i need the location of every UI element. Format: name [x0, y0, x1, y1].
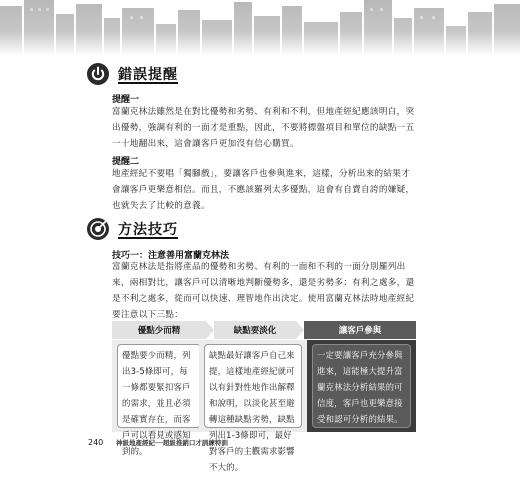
section-title: 錯誤提醒	[118, 67, 178, 83]
section-heading-methods	[86, 217, 178, 241]
section-heading-errors	[86, 62, 178, 86]
city-skyline-banner	[0, 0, 520, 56]
column-arrow	[296, 321, 304, 339]
target-icon	[86, 217, 110, 241]
technique-body: 富蘭克林法是指將產品的優勢和劣勢、有利的一面和不利的一面分別羅列出來，兩相對比，讓客戶可以清晰地判斷優勢多，還是劣勢多；有利之處多，還是不利之處多，從而可以快速、理智地作出決定。使用富蘭克林法時地產經紀要注意以下三點：	[112, 262, 415, 320]
column-text-participation: 一定要讓客戶充分參與進來，這能極大提升富蘭克林法分析結果的可信度，客戶也更樂意接受和認可分析的結果。	[312, 344, 411, 428]
column-arrow	[206, 321, 214, 339]
technique-heading: 技巧一：注意善用富蘭克林法	[112, 251, 230, 261]
column-header-participation: 讓客戶參與	[304, 321, 416, 339]
reminder-heading-2: 提醒二	[112, 157, 140, 167]
column-header-advantages: 優點少而精	[112, 321, 206, 339]
column-box-participation	[307, 340, 416, 432]
reminder-body-2: 地產經紀不要唱「獨腳戲」，要讓客戶也參與進來，這樣，分析出來的結果才會讓客戶更樂意相信。而且，不應該羅列太多優點，這會有自賣自誇的嫌疑，也就失去了比較的意義。	[112, 169, 415, 211]
power-icon	[86, 62, 110, 86]
column-text-advantages: 優點要少而精，列出3-5條即可，每一條都要緊扣客戶的需求，並且必須是確實存在，而客戶可以看見或感知到的。	[117, 344, 201, 428]
reminder-body-1: 富蘭克林法雖然是在對比優勢和劣勢、有利和不利，但地產經紀應該明白，突出優勢，強調有利的一面才是重點，因此，不要將標盤項目和單位的缺點一五一十地翻出來，這會讓客戶更加沒有信心購買。	[112, 107, 415, 149]
column-box-disadvantages	[199, 340, 307, 472]
column-header-disadvantages: 缺點要淡化	[214, 321, 296, 339]
reminder-heading-1: 提醒一	[112, 95, 140, 105]
column-text-disadvantages: 缺點最好讓客戶自己來提，這樣地產經紀就可以有針對性地作出解釋和說明，以淡化甚至避轉這種缺點劣勢，缺點列出1-3條即可，最好對客戶的主觀需求影響不大的。	[204, 344, 302, 428]
page-number: 240	[88, 438, 104, 447]
page-footer	[88, 438, 418, 447]
section-title: 方法技巧	[118, 222, 178, 238]
running-title: 神級地產經紀──超級推銷口才訓練特訓	[116, 439, 228, 447]
